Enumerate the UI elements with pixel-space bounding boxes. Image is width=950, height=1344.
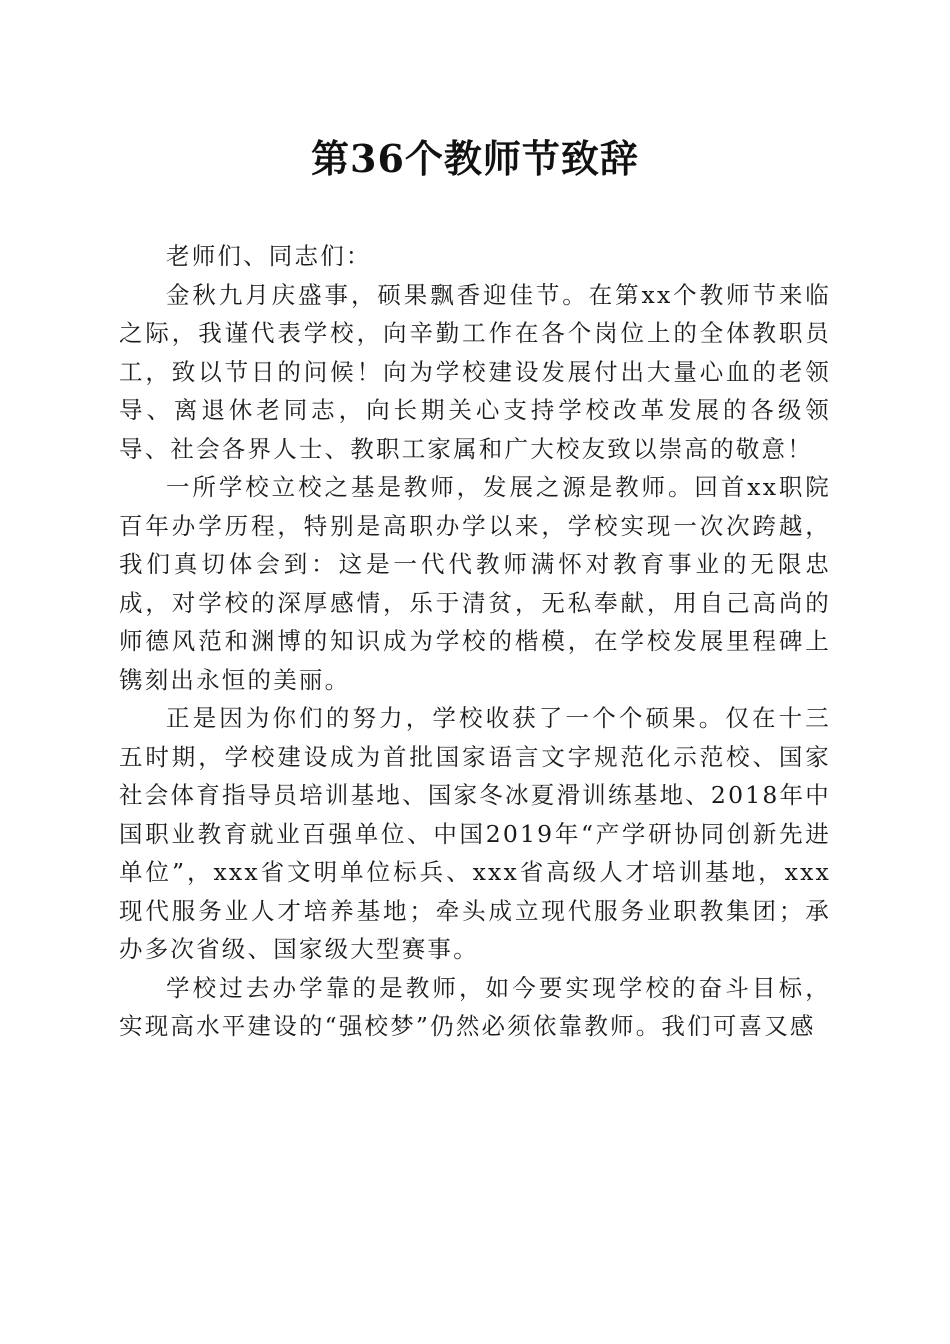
salutation: 老师们、同志们： [166, 242, 372, 270]
document-title: 第36个教师节致辞 [311, 136, 639, 181]
paragraph-4: 学校过去办学靠的是教师，如今要实现学校的奋斗目标，实现高水平建设的“强校梦”仍然必须依靠教师。我们可喜又感 [119, 973, 831, 1040]
paragraph-1: 金秋九月庆盛事，硕果飘香迎佳节。在第xx个教师节来临之际，我谨代表学校，向辛勤工作在各个岗位上的全体教职员工，致以节日的问候！向为学校建设发展付出大量心血的老领导、离退休老同志，向长期关心支持学校改革发展的各级领导、社会各界人士、教职工家属和广大校友致以崇高的敬意！ [119, 280, 831, 463]
paragraph-3: 正是因为你们的努力，学校收获了一个个硕果。仅在十三五时期，学校建设成为首批国家语言文字规范化示范校、国家社会体育指导员培训基地、国家冬冰夏滑训练基地、2018年中国职业教育就业百强单位、中国2019年“产学研协同创新先进单位”，xxx省文明单位标兵、xxx省高级人才培训基地，xxx现代服务业人才培养基地；牵头成立现代服务业职教集团；承办多次省级、国家级大型赛事。 [119, 704, 831, 963]
document-body [119, 237, 831, 1046]
paragraph-2: 一所学校立校之基是教师，发展之源是教师。回首xx职院百年办学历程，特别是高职办学以来，学校实现一次次跨越，我们真切体会到：这是一代代教师满怀对教育事业的无限忠成，对学校的深厚感情，乐于清贫，无私奉献，用自己高尚的师德风范和渊博的知识成为学校的楷模，在学校发展里程碑上镌刻出永恒的美丽。 [119, 473, 831, 694]
